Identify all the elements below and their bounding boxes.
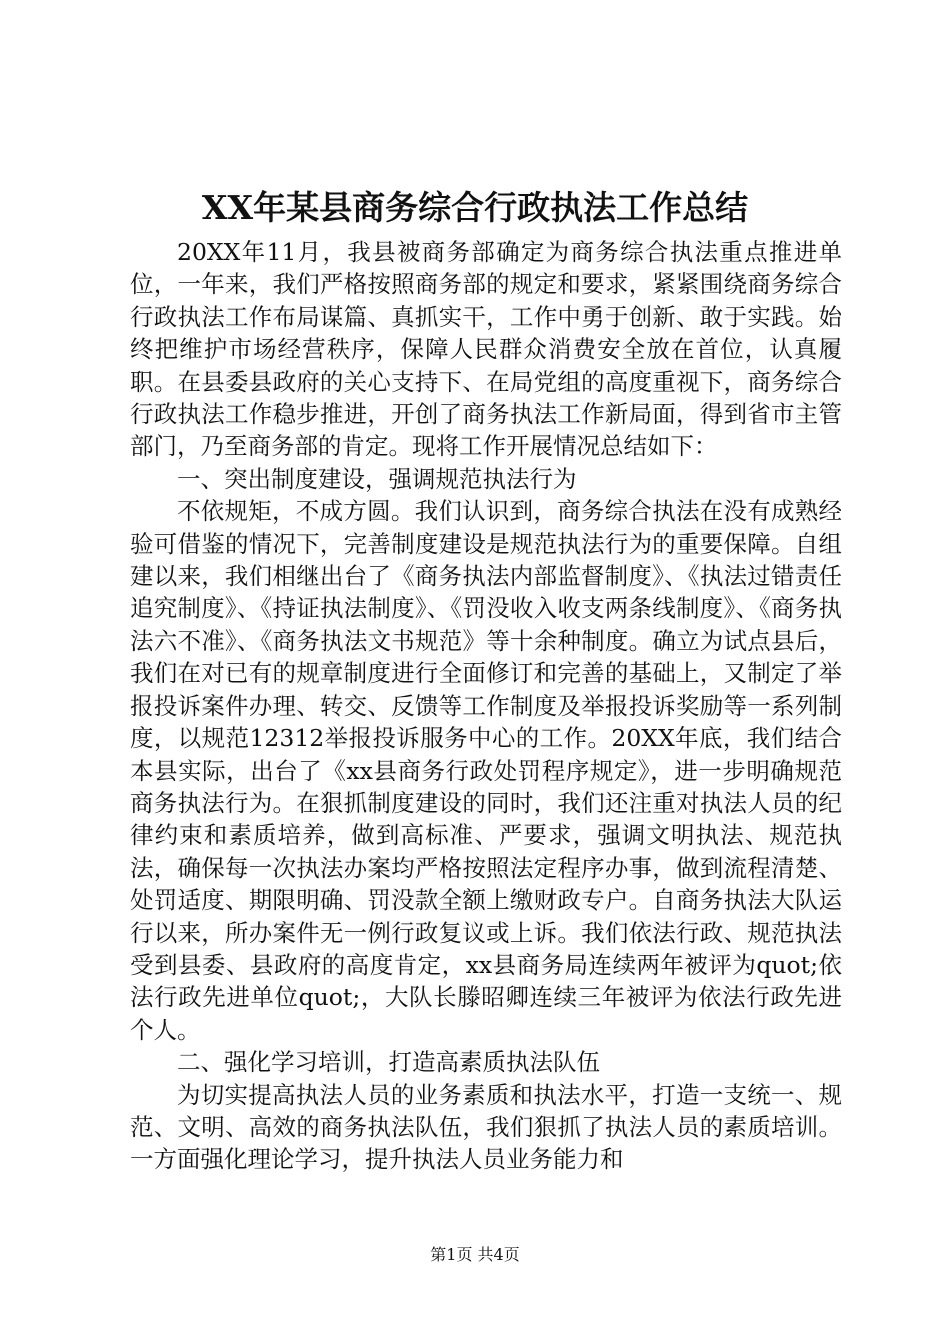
page-number-footer: 第1页 共4页 (430, 1245, 520, 1264)
paragraph-intro: 20XX年11月，我县被商务部确定为商务综合执法重点推进单位，一年来，我们严格按照商务部的规定和要求，紧紧围绕商务综合行政执法工作布局谋篇、真抓实干，工作中勇于创新、敢于实践。始终把维护市场经营秩序，保障人民群众消费安全放在首位，认真履职。在县委县政府的关心支持下、在局党组的高度重视下，商务综合行政执法工作稳步推进，开创了商务执法工作新局面，得到省市主管部门，乃至商务部的肯定。现将工作开展情况总结如下： (130, 238, 842, 461)
paragraph-section-1: 不依规矩，不成方圆。我们认识到，商务综合执法在没有成熟经验可借鉴的情况下，完善制度建设是规范执法行为的重要保障。自组建以来，我们相继出台了《商务执法内部监督制度》、《执法过错责任追究制度》、《持证执法制度》、《罚没收入收支两条线制度》、《商务执法六不准》、《商务执法文书规范》等十余种制度。确立为试点县后，我们在对已有的规章制度进行全面修订和完善的基础上，又制定了举报投诉案件办理、转交、反馈等工作制度及举报投诉奖励等一系列制度，以规范12312举报投诉服务中心的工作。20XX年底，我们结合本县实际，出台了《xx县商务行政处罚程序规定》，进一步明确规范商务执法行为。在狠抓制度建设的同时，我们还注重对执法人员的纪律约束和素质培养，做到高标准、严要求，强调文明执法、规范执法，确保每一次执法办案均严格按照法定程序办事，做到流程清楚、处罚适度、期限明确、罚没款全额上缴财政专户。自商务执法大队运行以来，所办案件无一例行政复议或上诉。我们依法行政、规范执法受到县委、县政府的高度肯定，xx县商务局连续两年被评为quot;依法行政先进单位quot;，大队长滕昭卿连续三年被评为依法行政先进个人。 (130, 497, 842, 1044)
section-heading-1: 一、突出制度建设，强调规范执法行为 (177, 464, 577, 493)
paragraph-section-2: 为切实提高执法人员的业务素质和执法水平，打造一支统一、规范、文明、高效的商务执法队伍，我们狠抓了执法人员的素质培训。一方面强化理论学习，提升执法人员业务能力和 (130, 1080, 842, 1174)
section-heading-2: 二、强化学习培训，打造高素质执法队伍 (177, 1048, 600, 1077)
document-body (130, 236, 842, 1176)
document-title: XX年某县商务综合行政执法工作总结 (201, 188, 749, 227)
